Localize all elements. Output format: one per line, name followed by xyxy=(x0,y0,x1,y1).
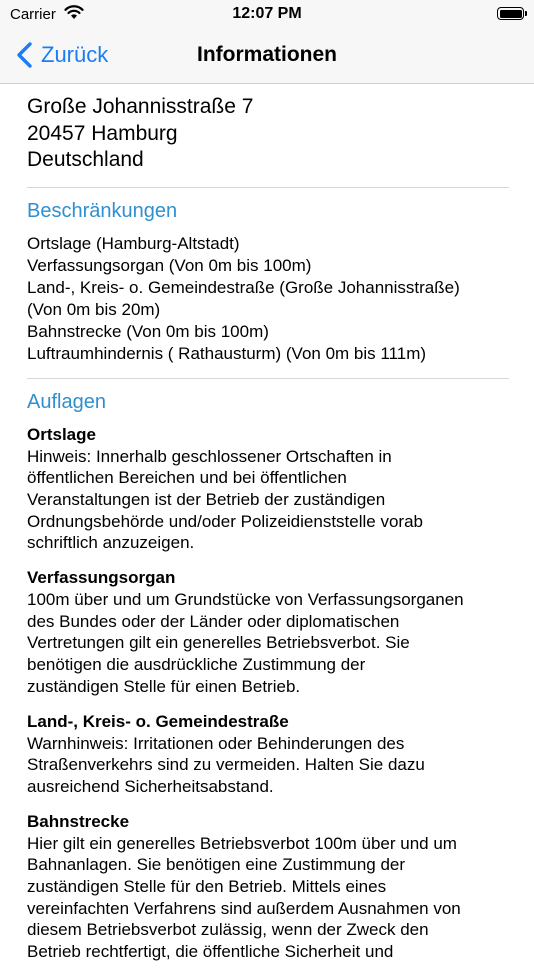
condition-line: Hinweis: Innerhalb geschlossener Ortschaften in xyxy=(27,446,392,466)
conditions-heading: Auflagen xyxy=(27,390,106,413)
address-block xyxy=(27,94,509,174)
condition-text xyxy=(27,733,509,798)
condition-line: ausreichend Sicherheitsabstand. xyxy=(27,776,274,796)
page-title: Informationen xyxy=(197,43,337,66)
restrictions-list xyxy=(27,233,509,365)
condition-line: Ordnungsbehörde und/oder Polizeidienststelle vorab xyxy=(27,511,423,531)
condition-line: schriftlich anzuzeigen. xyxy=(27,533,195,553)
condition-title: Ortslage xyxy=(27,424,96,444)
condition-verfassungsorgan xyxy=(27,567,509,698)
condition-line: Vertretungen gilt ein generelles Betriebsverbot. Sie xyxy=(27,633,410,653)
condition-line: Hier gilt ein generelles Betriebsverbot 100m über und um xyxy=(27,833,457,853)
back-button-label: Zurück xyxy=(41,42,109,67)
restriction-item: (Von 0m bis 20m) xyxy=(27,299,161,319)
divider xyxy=(27,378,509,379)
restriction-item: Luftraumhindernis ( Rathausturm) (Von 0m bis 111m) xyxy=(27,343,427,363)
condition-title: Bahnstrecke xyxy=(27,811,130,831)
status-bar xyxy=(0,0,534,30)
condition-line: des Bundes oder der Länder oder diplomatischen xyxy=(27,611,400,631)
condition-line: zuständigen Stelle für den Betrieb. Mittels eines xyxy=(27,877,387,897)
address-street: Große Johannisstraße 7 xyxy=(27,95,254,118)
restriction-item: Verfassungsorgan (Von 0m bis 100m) xyxy=(27,255,312,275)
condition-ortslage xyxy=(27,424,509,555)
address-country: Deutschland xyxy=(27,148,144,171)
condition-strasse xyxy=(27,711,509,798)
carrier-label: Carrier xyxy=(10,6,56,23)
restrictions-heading: Beschränkungen xyxy=(27,199,178,222)
condition-line: Warnhinweis: Irritationen oder Behinderungen des xyxy=(27,733,405,753)
status-time: 12:07 PM xyxy=(232,5,302,22)
condition-bahnstrecke xyxy=(27,811,509,963)
restriction-item: Ortslage (Hamburg-Altstadt) xyxy=(27,233,240,253)
condition-text xyxy=(27,446,509,555)
condition-title: Land-, Kreis- o. Gemeindestraße xyxy=(27,711,289,731)
condition-line: benötigen die ausdrückliche Zustimmung der xyxy=(27,655,366,675)
battery-icon xyxy=(497,7,524,20)
condition-line: Betrieb rechtfertigt, die öffentliche Sicherheit und xyxy=(27,942,394,962)
condition-text xyxy=(27,833,509,963)
navigation-bar xyxy=(0,30,534,84)
restriction-item: Bahnstrecke (Von 0m bis 100m) xyxy=(27,321,269,341)
condition-line: 100m über und um Grundstücke von Verfassungsorganen xyxy=(27,590,464,610)
condition-text xyxy=(27,589,509,698)
address-city: 20457 Hamburg xyxy=(27,121,178,145)
condition-line: diesem Betriebsverbot zulässig, wenn der Zweck den xyxy=(27,920,429,940)
restriction-item: Land-, Kreis- o. Gemeindestraße (Große Johannisstraße) xyxy=(27,277,460,297)
condition-line: Bahnanlagen. Sie benötigen eine Zustimmung der xyxy=(27,855,406,875)
condition-line: vereinfachten Verfahrens sind außerdem Ausnahmen von xyxy=(27,898,461,918)
condition-line: zuständigen Stelle für einen Betrieb. xyxy=(27,676,301,696)
divider xyxy=(27,187,509,188)
condition-title: Verfassungsorgan xyxy=(27,568,176,588)
condition-line: Veranstaltungen ist der Betrieb der zuständigen xyxy=(27,489,386,509)
condition-line: öffentlichen Bereichen und bei öffentlichen xyxy=(27,468,347,488)
content-area xyxy=(27,94,509,976)
condition-line: Straßenverkehrs sind zu vermeiden. Halten Sie dazu xyxy=(27,755,425,775)
